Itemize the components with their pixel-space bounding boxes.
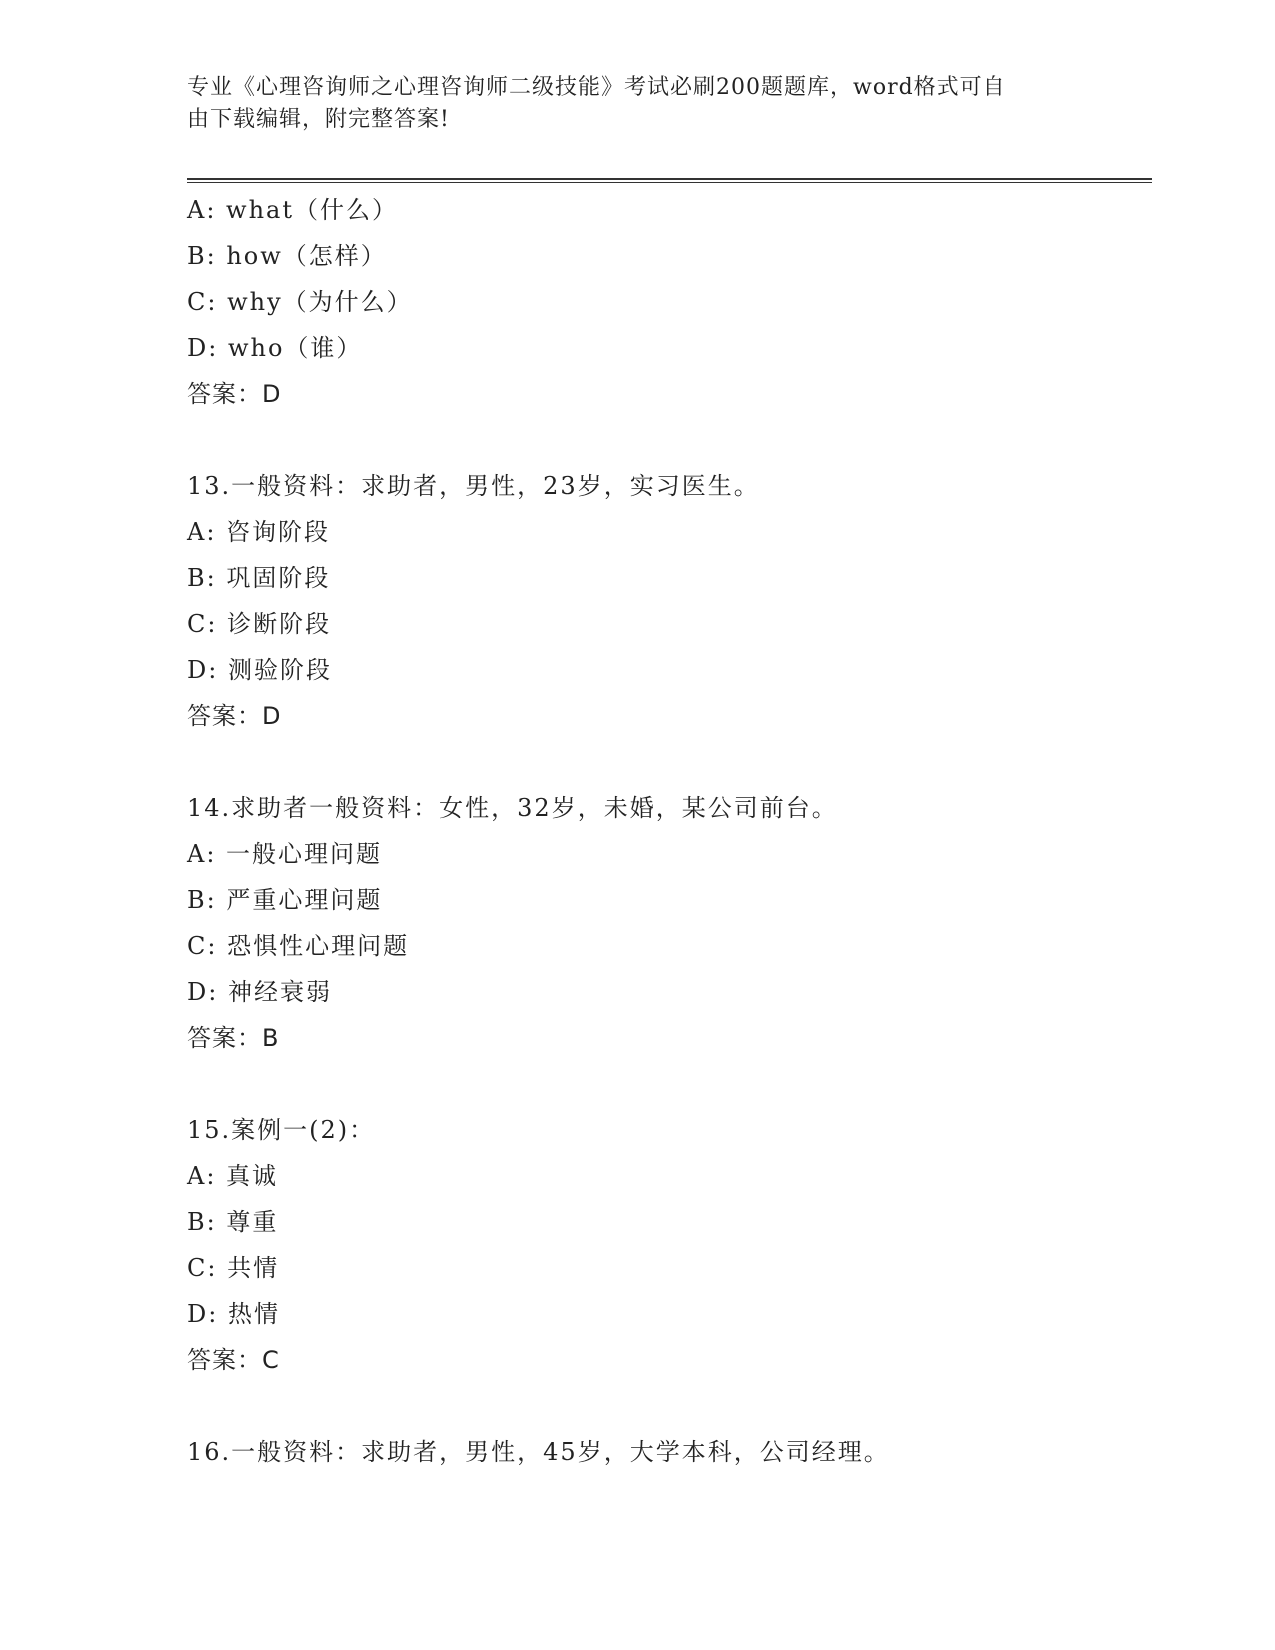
option-a: A: what（什么）	[187, 196, 398, 224]
option-d: D: who（谁）	[187, 334, 363, 362]
option-c: C: 共情	[187, 1254, 280, 1282]
option-b: B: 尊重	[187, 1208, 279, 1236]
question-stem: 15.案例一(2)：	[187, 1116, 376, 1144]
header-divider	[187, 178, 1152, 183]
answer: 答案：C	[187, 1346, 280, 1374]
option-b: B: 巩固阶段	[187, 564, 331, 592]
option-b: B: 严重心理问题	[187, 886, 383, 914]
option-a: A: 真诚	[187, 1162, 279, 1190]
option-c: C: 恐惧性心理问题	[187, 932, 410, 960]
document-header	[187, 72, 1087, 136]
option-b: B: how（怎样）	[187, 242, 387, 270]
option-d: D: 热情	[187, 1300, 280, 1328]
question-stem: 13.一般资料：求助者，男性，23岁，实习医生。	[187, 472, 760, 500]
answer: 答案：D	[187, 380, 282, 408]
header-line-2: 由下载编辑，附完整答案!	[187, 107, 450, 132]
option-c: C: 诊断阶段	[187, 610, 332, 638]
answer: 答案：D	[187, 702, 282, 730]
option-a: A: 咨询阶段	[187, 518, 331, 546]
option-d: D: 测验阶段	[187, 656, 332, 684]
option-c: C: why（为什么）	[187, 288, 413, 316]
header-line-1: 专业《心理咨询师之心理咨询师二级技能》考试必刷200题题库，word格式可自	[187, 75, 1006, 100]
option-a: A: 一般心理问题	[187, 840, 383, 868]
question-stem: 16.一般资料：求助者，男性，45岁，大学本科，公司经理。	[187, 1438, 890, 1466]
option-d: D: 神经衰弱	[187, 978, 332, 1006]
question-stem: 14.求助者一般资料：女性，32岁，未婚，某公司前台。	[187, 794, 838, 822]
question-list	[187, 187, 1152, 1475]
answer: 答案：B	[187, 1024, 280, 1052]
